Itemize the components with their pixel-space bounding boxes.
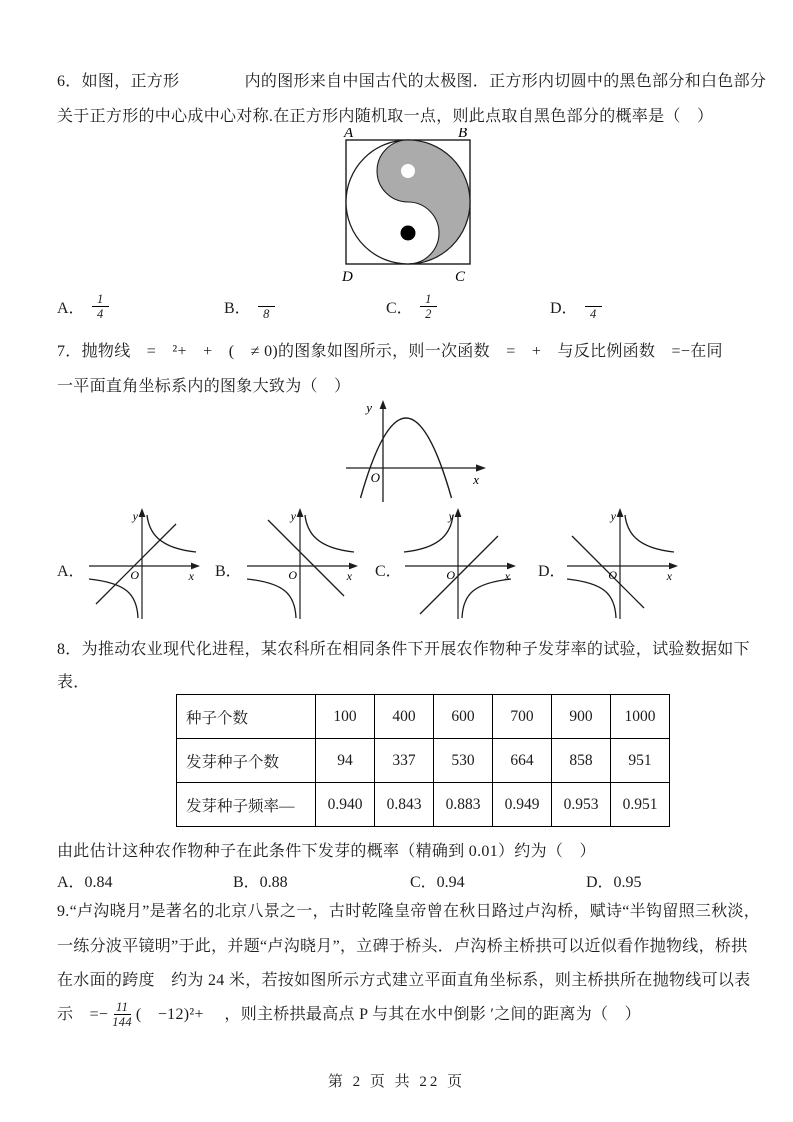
parabola-figure	[338, 398, 488, 506]
origin-label: O	[130, 568, 139, 582]
parabola-curve	[361, 418, 452, 498]
cell: 0.953	[552, 783, 611, 827]
hyperbola-branch-q1	[305, 515, 354, 552]
formula-suffix: ( −12)²+ ，则主桥拱最高点 P 与其在水中倒影 ′之间的距离为（ ）	[135, 1005, 641, 1023]
question-8-tail: 由此估计这种农作物种子在此条件下发芽的概率（精确到 0.01）约为（ ）	[57, 843, 596, 860]
question-9-formula-line	[57, 1000, 641, 1030]
x-axis-label: x	[188, 569, 194, 583]
origin-label: O	[370, 470, 380, 485]
germination-table	[176, 694, 670, 827]
q6-option-d-fraction: 4	[585, 292, 602, 321]
table-row	[177, 739, 670, 783]
q6-option-c	[386, 292, 439, 322]
q8-option-b: B．0.88	[233, 874, 288, 891]
q6-option-d	[550, 292, 604, 321]
page-number-footer: 第 2 页 共 22 页	[327, 1074, 466, 1090]
cell: 951	[611, 739, 670, 783]
q6-option-c-letter: C．	[386, 300, 413, 318]
cell: 0.949	[493, 783, 552, 827]
q6-option-a	[57, 292, 111, 322]
q8-option-a: A．0.84	[57, 874, 113, 891]
cell: 400	[375, 695, 434, 739]
question-7-line-1: 7．抛物线 = ²+ + ( ≠ 0)的图象如图所示，则一次函数 = + 与反比例函数 =−在同	[57, 343, 723, 360]
corner-label-d: D	[342, 269, 353, 285]
q7-graph-label-a: A．	[57, 563, 85, 580]
corner-label-a: A	[344, 128, 354, 141]
hyperbola-branch-q3	[89, 579, 138, 618]
q8-option-c: C．0.94	[410, 874, 465, 891]
hyperbola-branch-q2	[404, 515, 453, 552]
question-9-line-3: 在水面的跨度 约为 24 米，若按如图所示方式建立平面直角坐标系，则主桥拱所在抛物线可以表	[57, 972, 751, 989]
linear-function-line	[420, 536, 498, 614]
cell: 0.883	[434, 783, 493, 827]
q6-option-a-fraction: $\frac{1}{4}$	[92, 292, 109, 322]
formula-prefix: 示 =−	[57, 1005, 109, 1023]
x-axis-arrow	[476, 464, 486, 471]
y-axis-label: y	[132, 509, 138, 523]
question-6-line-2: 关于正方形的中心成中心对称.在正方形内随机取一点，则此点取自黑色部分的概率是（ ）	[57, 108, 714, 125]
question-8-line-1: 8．为推动农业现代化进程，某农科所在相同条件下开展农作物种子发芽率的试验，试验数据如下	[57, 641, 750, 658]
question-6-line-1: 6．如图，正方形 内的图形来自中国古代的太极图．正方形内切圆中的黑色部分和白色部分	[57, 73, 767, 90]
y-axis-arrow	[617, 508, 624, 517]
cell: 900	[552, 695, 611, 739]
taiji-figure	[328, 128, 488, 288]
q7-graph-c	[400, 506, 520, 624]
q7-graph-label-c: C．	[375, 563, 402, 580]
linear-function-line	[96, 524, 176, 604]
origin-label: O	[446, 568, 455, 582]
q7-graph-label-d: D．	[538, 563, 566, 580]
cell: 600	[434, 695, 493, 739]
cell: 0.951	[611, 783, 670, 827]
cell: 94	[316, 739, 375, 783]
y-axis-arrow	[380, 400, 387, 409]
question-8-line-2: 表．	[57, 674, 90, 691]
y-axis-label: y	[448, 509, 454, 523]
q7-graph-label-b: B．	[215, 563, 242, 580]
q6-option-c-fraction: $\frac{1}{2}$	[420, 292, 437, 322]
y-axis-label: y	[366, 400, 372, 415]
q6-option-b	[224, 292, 277, 321]
q6-option-b-fraction: 8	[258, 292, 275, 321]
x-axis-label: x	[473, 472, 479, 487]
y-axis-arrow	[297, 508, 304, 517]
table-row	[177, 695, 670, 739]
row-header: 发芽种子频率—	[177, 783, 316, 827]
y-axis-label: y	[290, 509, 296, 523]
y-axis-arrow	[139, 508, 146, 517]
white-dot	[401, 164, 415, 178]
linear-function-line	[268, 520, 344, 596]
cell: 530	[434, 739, 493, 783]
cell: 664	[493, 739, 552, 783]
table-row	[177, 783, 670, 827]
hyperbola-branch-q4	[462, 579, 511, 618]
y-axis-arrow	[455, 508, 462, 517]
hyperbola-branch-q3	[567, 579, 616, 618]
formula-fraction: $\frac{11}{144}$	[112, 1000, 132, 1030]
question-7-line-2: 一平面直角坐标系内的图象大致为（ ）	[57, 378, 351, 395]
row-header: 发芽种子个数	[177, 739, 316, 783]
corner-label-b: B	[458, 128, 468, 141]
cell: 0.843	[375, 783, 434, 827]
y-axis-label: y	[610, 509, 616, 523]
q6-option-b-letter: B．	[224, 300, 251, 318]
row-header: 种子个数	[177, 695, 316, 739]
q7-graph-a	[84, 506, 204, 624]
q7-graph-b	[242, 506, 362, 624]
x-axis-label: x	[504, 569, 510, 583]
x-axis-label: x	[346, 569, 352, 583]
cell: 1000	[611, 695, 670, 739]
q6-option-a-letter: A．	[57, 300, 85, 318]
cell: 0.940	[316, 783, 375, 827]
cell: 100	[316, 695, 375, 739]
cell: 337	[375, 739, 434, 783]
q6-option-d-letter: D．	[550, 300, 578, 318]
corner-label-c: C	[455, 269, 466, 285]
q8-option-d: D．0.95	[586, 874, 642, 891]
cell: 700	[493, 695, 552, 739]
origin-label: O	[288, 568, 297, 582]
question-9-line-2: 一练分波平镜明”于此，并题“卢沟晓月”，立碑于桥头．卢沟桥主桥拱可以近似看作抛物线，桥拱	[57, 938, 748, 955]
hyperbola-branch-q1	[625, 515, 674, 552]
x-axis-label: x	[666, 569, 672, 583]
q7-graph-d	[562, 506, 682, 624]
hyperbola-branch-q3	[247, 579, 296, 618]
cell: 858	[552, 739, 611, 783]
question-9-line-1: 9.“卢沟晓月”是著名的北京八景之一，古时乾隆皇帝曾在秋日路过卢沟桥，赋诗“半钩留照三秋淡，	[57, 903, 761, 920]
black-dot	[401, 226, 416, 241]
origin-label: O	[608, 568, 617, 582]
